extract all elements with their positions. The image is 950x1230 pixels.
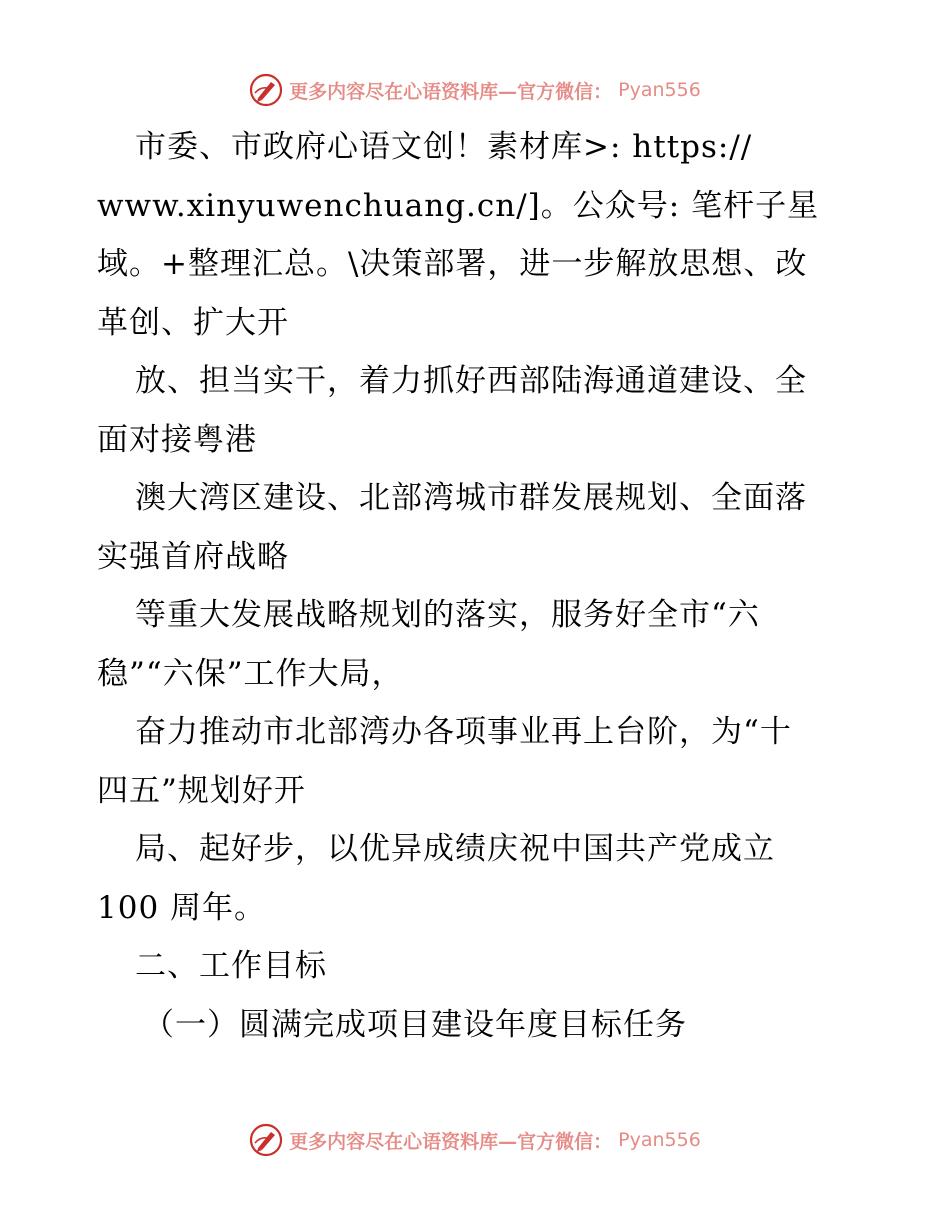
section-heading: 二、工作目标 bbox=[135, 948, 327, 984]
watermark-wechat-id: Pyan556 bbox=[618, 79, 701, 101]
body-line: 等重大发展战略规划的落实，服务好全市“六 bbox=[135, 597, 760, 633]
body-line: 100 周年。 bbox=[97, 889, 267, 926]
body-line: 实强首府战略 bbox=[97, 538, 289, 575]
watermark-text: 更多内容尽在心语资料库—官方微信： bbox=[289, 1130, 613, 1153]
pen-logo-icon bbox=[249, 1123, 283, 1157]
header-watermark bbox=[0, 70, 950, 110]
body-line: 革创、扩大开 bbox=[97, 304, 289, 341]
body-line: www.xinyuwenchuang.cn/]。公众号: 笔杆子星 bbox=[97, 187, 820, 224]
body-line: 稳”“六保”工作大局， bbox=[97, 655, 404, 692]
subsection-heading: （一）圆满完成项目建设年度目标任务 bbox=[143, 1006, 687, 1043]
watermark-text: 更多内容尽在心语资料库—官方微信： bbox=[289, 80, 613, 103]
body-line: 域。+整理汇总。\决策部署，进一步解放思想、改 bbox=[97, 246, 808, 282]
body-line: 四五”规划好开 bbox=[97, 772, 306, 809]
body-line: 面对接粤港 bbox=[97, 421, 257, 458]
footer-watermark bbox=[0, 1120, 950, 1160]
body-line: 局、起好步，以优异成绩庆祝中国共产党成立 bbox=[135, 831, 775, 867]
body-line: 澳大湾区建设、北部湾城市群发展规划、全面落 bbox=[135, 480, 807, 516]
watermark-wechat-id: Pyan556 bbox=[618, 1129, 701, 1151]
body-line: 市委、市政府心语文创！素材库>: https:// bbox=[135, 129, 753, 165]
pen-logo-icon bbox=[249, 73, 283, 107]
body-line: 放、担当实干，着力抓好西部陆海通道建设、全 bbox=[135, 363, 807, 399]
document-body bbox=[97, 118, 857, 1054]
body-line: 奋力推动市北部湾办各项事业再上台阶，为“十 bbox=[135, 714, 792, 750]
